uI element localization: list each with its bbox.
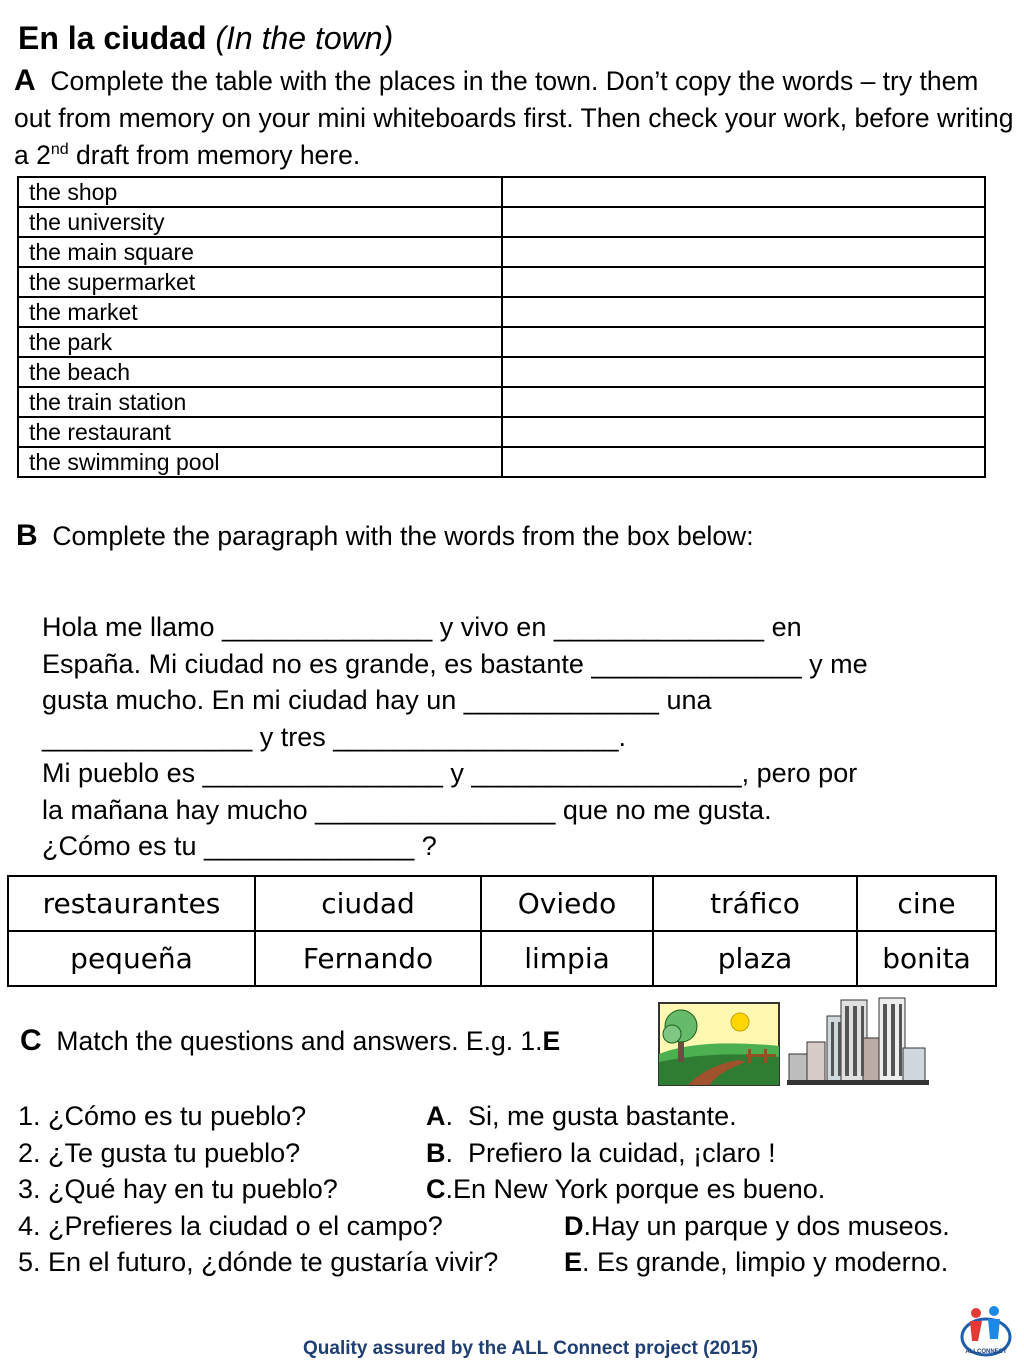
question: 2. ¿Te gusta tu pueblo? bbox=[18, 1137, 301, 1168]
word-cell: Oviedo bbox=[481, 876, 653, 931]
paragraph-line: la mañana hay mucho ________________ que no me gusta. bbox=[42, 794, 772, 825]
answer-cell[interactable] bbox=[502, 297, 985, 327]
section-a-letter: A bbox=[14, 64, 36, 97]
example-answer: E bbox=[542, 1026, 561, 1056]
answer-separator: . bbox=[445, 1137, 469, 1168]
section-c-instructions bbox=[20, 1021, 560, 1061]
title-spanish: En la ciudad bbox=[18, 20, 207, 56]
answer-separator: . bbox=[445, 1101, 469, 1131]
word-box-row bbox=[8, 931, 996, 986]
answer-cell[interactable] bbox=[502, 357, 985, 387]
vocab-row bbox=[18, 267, 985, 297]
section-b-text: Complete the paragraph with the words from the box below: bbox=[52, 521, 754, 551]
answer-letter: A bbox=[426, 1101, 446, 1131]
english-place: the train station bbox=[18, 387, 502, 417]
answer-text: Es grande, limpio y moderno. bbox=[597, 1247, 949, 1277]
answer-text: Prefiero la cuidad, ¡claro ! bbox=[468, 1137, 776, 1168]
answer-e bbox=[564, 1244, 948, 1281]
paragraph-line: Mi pueblo es ________________ y __________________, pero por bbox=[42, 758, 858, 788]
answer-separator: . bbox=[582, 1247, 598, 1277]
answer-cell[interactable] bbox=[502, 267, 985, 297]
paragraph-line: Hola me llamo ______________ y vivo en ______________ en bbox=[42, 612, 802, 642]
answer-cell[interactable] bbox=[502, 447, 985, 477]
answer-d bbox=[564, 1208, 950, 1245]
answer-cell[interactable] bbox=[502, 207, 985, 237]
paragraph-line: España. Mi ciudad no es grande, es bastante ______________ y me bbox=[42, 648, 868, 679]
countryside-clipart bbox=[658, 1002, 780, 1086]
english-place: the main square bbox=[18, 237, 502, 267]
section-c-letter: C bbox=[20, 1024, 42, 1057]
word-cell: ciudad bbox=[255, 876, 481, 931]
english-place: the swimming pool bbox=[18, 447, 502, 477]
english-place: the park bbox=[18, 327, 502, 357]
all-connect-logo bbox=[960, 1303, 1012, 1359]
word-cell: cine bbox=[857, 876, 996, 931]
answer-cell[interactable] bbox=[502, 237, 985, 267]
answer-cell[interactable] bbox=[502, 177, 985, 207]
section-b-instructions bbox=[16, 518, 754, 554]
english-place: the supermarket bbox=[18, 267, 502, 297]
answer-letter: B bbox=[426, 1137, 446, 1168]
word-box-row bbox=[8, 876, 996, 931]
word-cell: bonita bbox=[857, 931, 996, 986]
logo-text: ALLCONNECT bbox=[965, 1349, 1007, 1355]
english-place: the restaurant bbox=[18, 417, 502, 447]
vocab-row bbox=[18, 177, 985, 207]
vocab-row bbox=[18, 327, 985, 357]
section-b-letter: B bbox=[16, 519, 38, 552]
superscript-nd: nd bbox=[50, 141, 69, 159]
vocab-row bbox=[18, 237, 985, 267]
question: 1. ¿Cómo es tu pueblo? bbox=[18, 1101, 307, 1131]
english-place: the market bbox=[18, 297, 502, 327]
answer-letter: E bbox=[564, 1247, 583, 1277]
word-cell: pequeña bbox=[8, 931, 255, 986]
word-cell: Fernando bbox=[255, 931, 481, 986]
vocab-row bbox=[18, 387, 985, 417]
english-place: the beach bbox=[18, 357, 502, 387]
answer-cell[interactable] bbox=[502, 327, 985, 357]
answer-letter: D bbox=[564, 1210, 584, 1241]
answer-cell[interactable] bbox=[502, 387, 985, 417]
answer-letter: C bbox=[426, 1174, 446, 1204]
vocab-row bbox=[18, 417, 985, 447]
vocab-row bbox=[18, 297, 985, 327]
answer-separator: . bbox=[583, 1210, 592, 1241]
word-cell: limpia bbox=[481, 931, 653, 986]
gap-fill-paragraph bbox=[42, 609, 1002, 865]
answer-separator: . bbox=[445, 1174, 454, 1204]
answer-a bbox=[426, 1098, 737, 1135]
section-c-text: Match the questions and answers. E.g. 1. bbox=[56, 1026, 543, 1056]
answer-b bbox=[426, 1135, 776, 1172]
section-a-text-end: draft from memory here. bbox=[68, 140, 361, 170]
question: 4. ¿Prefieres la ciudad o el campo? bbox=[18, 1210, 443, 1241]
answer-c bbox=[426, 1171, 825, 1208]
vocab-row bbox=[18, 357, 985, 387]
english-place: the shop bbox=[18, 177, 502, 207]
city-skyline-clipart bbox=[787, 994, 929, 1086]
paragraph-line: ______________ y tres ___________________. bbox=[42, 721, 627, 752]
word-cell: tráfico bbox=[653, 876, 857, 931]
paragraph-line: gusta mucho. En mi ciudad hay un _____________ una bbox=[42, 685, 712, 715]
vocab-table bbox=[17, 176, 986, 478]
vocab-row bbox=[18, 447, 985, 477]
answer-text: Si, me gusta bastante. bbox=[468, 1101, 737, 1131]
word-cell: plaza bbox=[653, 931, 857, 986]
page-title bbox=[18, 18, 393, 58]
title-english: (In the town) bbox=[215, 20, 394, 56]
question: 5. En el futuro, ¿dónde te gustaría vivir? bbox=[18, 1247, 499, 1277]
vocab-row bbox=[18, 207, 985, 237]
question: 3. ¿Qué hay en tu pueblo? bbox=[18, 1174, 338, 1204]
section-a-text: Complete the table with the places in the town. Don’t copy the words – try them out from memory on your mini whiteboards first. Then check your work, before writing a 2 bbox=[14, 66, 1014, 170]
answer-cell[interactable] bbox=[502, 417, 985, 447]
section-a-instructions bbox=[14, 62, 1019, 174]
word-box bbox=[7, 875, 997, 987]
answer-text: En New York porque es bueno. bbox=[453, 1174, 826, 1204]
word-cell: restaurantes bbox=[8, 876, 255, 931]
english-place: the university bbox=[18, 207, 502, 237]
paragraph-line: ¿Cómo es tu ______________ ? bbox=[42, 831, 437, 861]
footer-text: Quality assured by the ALL Connect project (2015) bbox=[303, 1338, 759, 1359]
answer-text: Hay un parque y dos museos. bbox=[591, 1210, 950, 1241]
